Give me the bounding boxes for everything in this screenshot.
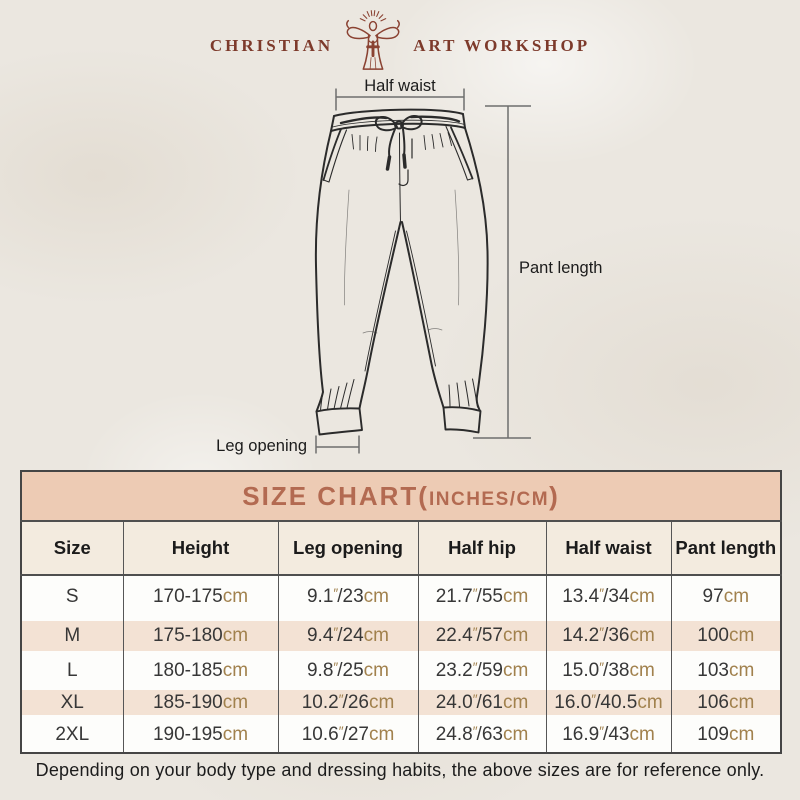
height-value: 170-175cm — [123, 575, 278, 618]
measurement-lines — [316, 89, 531, 454]
jesus-logo-icon — [342, 10, 404, 74]
brand-header — [0, 6, 800, 78]
pant-length-label: Pant length — [519, 259, 603, 277]
column-header-row — [21, 521, 781, 575]
size-value: S — [21, 575, 123, 618]
table-row-s — [21, 575, 781, 618]
leg-opening-value: 9.1″/23cm — [278, 575, 418, 618]
half-waist-value: 16.0″/40.5cm — [546, 687, 671, 718]
title-close: ) — [549, 480, 560, 511]
table-row-l — [21, 654, 781, 687]
table-row-m — [21, 618, 781, 654]
height-value: 180-185cm — [123, 654, 278, 687]
leg-opening-value: 10.2″/26cm — [278, 687, 418, 718]
half-hip-value: 24.0″/61cm — [418, 687, 546, 718]
half-waist-value: 16.9″/43cm — [546, 718, 671, 753]
table-row-xl — [21, 687, 781, 718]
half-hip-value: 22.4″/57cm — [418, 618, 546, 654]
pant-length-value: 97cm — [671, 575, 781, 618]
leg-opening-label: Leg opening — [216, 437, 307, 455]
brand-name-left: CHRISTIAN — [209, 36, 334, 55]
pants-measurement-diagram — [0, 75, 800, 465]
col-header-leg-opening: Leg opening — [278, 521, 418, 575]
size-value: M — [21, 618, 123, 654]
half-waist-value: 13.4″/34cm — [546, 575, 671, 618]
size-value: L — [21, 654, 123, 687]
height-value: 190-195cm — [123, 718, 278, 753]
half-hip-value: 23.2″/59cm — [418, 654, 546, 687]
pant-length-value: 109cm — [671, 718, 781, 753]
title-main: SIZE CHART( — [242, 480, 429, 511]
col-header-half-hip: Half hip — [418, 521, 546, 575]
height-value: 185-190cm — [123, 687, 278, 718]
leg-opening-value: 9.8″/25cm — [278, 654, 418, 687]
size-value: 2XL — [21, 718, 123, 753]
height-value: 175-180cm — [123, 618, 278, 654]
title-units: INCHES/CM — [428, 488, 550, 510]
brand-name-right: ART WORKSHOP — [413, 36, 591, 55]
half-waist-label: Half waist — [364, 77, 436, 95]
reference-disclaimer: Depending on your body type and dressing habits, the above sizes are for reference only. — [35, 760, 765, 780]
leg-opening-value: 10.6″/27cm — [278, 718, 418, 753]
size-value: XL — [21, 687, 123, 718]
pant-length-value: 103cm — [671, 654, 781, 687]
half-hip-value: 21.7″/55cm — [418, 575, 546, 618]
half-waist-value: 15.0″/38cm — [546, 654, 671, 687]
col-header-pant-length: Pant length — [671, 521, 781, 575]
col-header-half-waist: Half waist — [546, 521, 671, 575]
col-header-size: Size — [21, 521, 123, 575]
leg-opening-value: 9.4″/24cm — [278, 618, 418, 654]
half-hip-value: 24.8″/63cm — [418, 718, 546, 753]
pant-length-value: 106cm — [671, 687, 781, 718]
size-chart-title-row — [21, 471, 781, 521]
table-row-2xl — [21, 718, 781, 753]
pants-drawing — [316, 110, 488, 435]
size-chart-title — [21, 471, 781, 521]
col-header-height: Height — [123, 521, 278, 575]
size-chart-table — [20, 470, 782, 754]
half-waist-value: 14.2″/36cm — [546, 618, 671, 654]
pant-length-value: 100cm — [671, 618, 781, 654]
